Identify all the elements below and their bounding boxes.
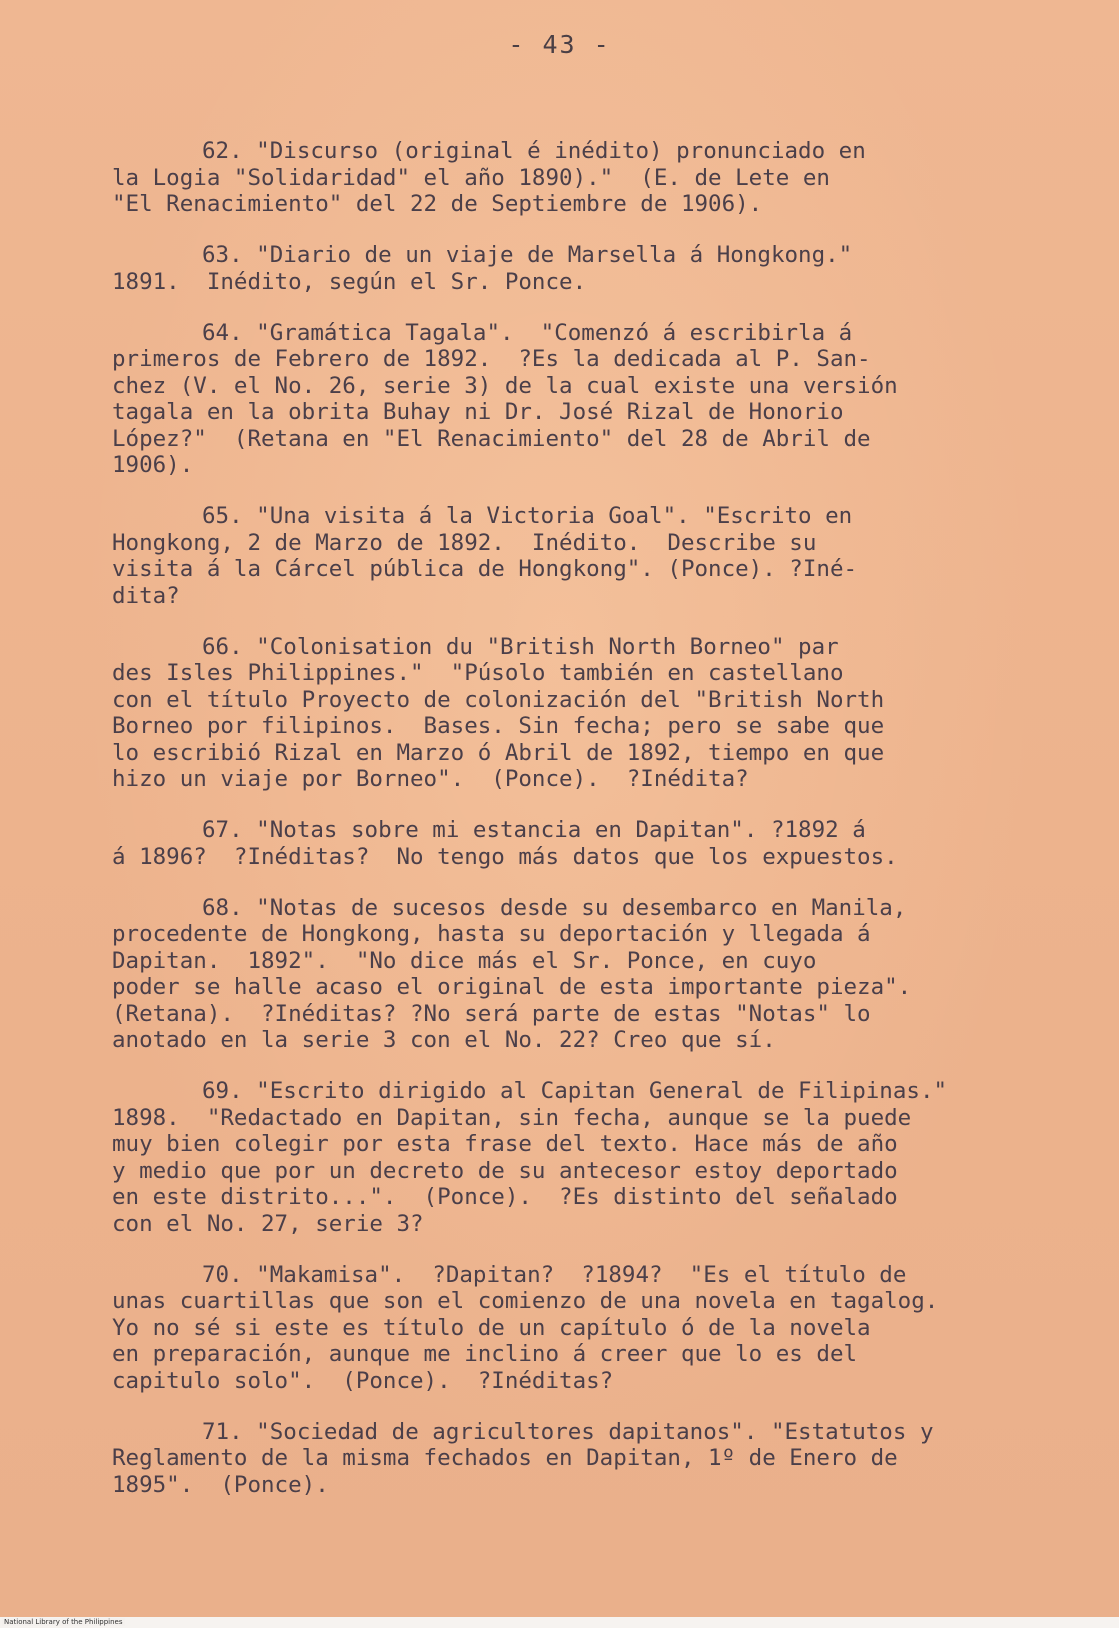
entry-line: tagala en la obrita Buhay ni Dr. José Rizal de Honorio bbox=[112, 399, 844, 425]
entry-line: des Isles Philippines." "Púsolo también en castellano bbox=[112, 660, 844, 686]
entry-line: dita? bbox=[112, 582, 180, 609]
entry-line: hizo un viaje por Borneo". (Ponce). ?Inédita? bbox=[112, 766, 749, 792]
entry-line: Hongkong, 2 de Marzo de 1892. Inédito. Describe su bbox=[112, 529, 817, 556]
entry-line: anotado en la serie 3 con el No. 22? Creo que sí. bbox=[112, 1027, 776, 1053]
entry-70 bbox=[112, 1262, 1052, 1395]
entry-line: en este distrito...". (Ponce). ?Es distinto del señalado bbox=[112, 1184, 898, 1210]
entry-line: 66. "Colonisation du "British North Borneo" par bbox=[202, 633, 839, 660]
entry-63 bbox=[112, 242, 1052, 295]
entry-line: unas cuartillas que son el comienzo de una novela en tagalog. bbox=[112, 1288, 939, 1314]
entry-line: Borneo por filipinos. Bases. Sin fecha; pero se sabe que bbox=[112, 713, 885, 739]
entry-65 bbox=[112, 503, 1052, 609]
entry-64 bbox=[112, 320, 1052, 479]
entry-line: en preparación, aunque me inclino á creer que lo es del bbox=[112, 1341, 858, 1367]
footer-strip bbox=[0, 1617, 1119, 1628]
entry-line: 62. "Discurso (original é inédito) pronunciado en bbox=[202, 138, 866, 164]
entry-line: capitulo solo". (Ponce). ?Inéditas? bbox=[112, 1367, 614, 1394]
entry-line: y medio que por un decreto de su antecesor estoy deportado bbox=[112, 1157, 898, 1184]
entry-line: con el título Proyecto de colonización del "British North bbox=[112, 686, 885, 713]
entry-67 bbox=[112, 817, 1052, 870]
entry-line: lo escribió Rizal en Marzo ó Abril de 1892, tiempo en que bbox=[112, 739, 885, 766]
entry-66 bbox=[112, 634, 1052, 793]
entry-line: Yo no sé si este es título de un capítulo ó de la novela bbox=[112, 1314, 871, 1341]
footer-credit: National Library of the Philippines bbox=[4, 1618, 123, 1626]
entry-62 bbox=[112, 138, 1052, 218]
entry-68 bbox=[112, 895, 1052, 1054]
entry-line: 1898. "Redactado en Dapitan, sin fecha, aunque se la puede bbox=[112, 1104, 912, 1131]
entry-line: procedente de Hongkong, hasta su deportación y llegada á bbox=[112, 921, 871, 947]
entry-line: 63. "Diario de un viaje de Marsella á Hongkong." bbox=[202, 242, 853, 268]
entry-line: 69. "Escrito dirigido al Capitan General de Filipinas." bbox=[202, 1078, 948, 1104]
entry-line: Reglamento de la misma fechados en Dapitan, 1º de Enero de bbox=[112, 1445, 898, 1471]
entry-line: 67. "Notas sobre mi estancia en Dapitan". ?1892 á bbox=[202, 817, 866, 843]
entry-line: chez (V. el No. 26, serie 3) de la cual existe una versión bbox=[112, 372, 898, 399]
entry-line: á 1896? ?Inéditas? No tengo más datos que los expuestos. bbox=[112, 843, 898, 870]
entry-line: López?" (Retana en "El Renacimiento" del 28 de Abril de bbox=[112, 425, 871, 452]
entry-line: 64. "Gramática Tagala". "Comenzó á escribirla á bbox=[202, 319, 853, 346]
entry-line: con el No. 27, serie 3? bbox=[112, 1210, 424, 1237]
entry-line: 1891. Inédito, según el Sr. Ponce. bbox=[112, 268, 587, 295]
entry-line: 70. "Makamisa". ?Dapitan? ?1894? "Es el título de bbox=[202, 1261, 907, 1288]
entry-line: 71. "Sociedad de agricultores dapitanos". "Estatutos y bbox=[202, 1418, 934, 1445]
entry-line: primeros de Febrero de 1892. ?Es la dedicada al P. San- bbox=[112, 346, 871, 372]
entry-line: 65. "Una visita á la Victoria Goal". "Escrito en bbox=[202, 503, 853, 529]
entry-line: 68. "Notas de sucesos desde su desembarco en Manila, bbox=[202, 894, 907, 921]
entry-line: poder se halle acaso el original de esta importante pieza". bbox=[112, 974, 912, 1000]
entry-line: Dapitan. 1892". "No dice más el Sr. Ponce, en cuyo bbox=[112, 947, 817, 974]
entry-line: (Retana). ?Inéditas? ?No será parte de estas "Notas" lo bbox=[112, 1000, 871, 1027]
entry-line: visita á la Cárcel pública de Hongkong". (Ponce). ?Iné- bbox=[112, 556, 858, 582]
page-number: - 43 - bbox=[508, 30, 611, 59]
entry-71 bbox=[112, 1419, 1052, 1499]
entries-list bbox=[112, 138, 1052, 1523]
entry-line: 1906). bbox=[112, 452, 194, 478]
entry-line: muy bien colegir por esta frase del texto. Hace más de año bbox=[112, 1131, 898, 1157]
entry-line: 1895". (Ponce). bbox=[112, 1471, 329, 1498]
entry-line: la Logia "Solidaridad" el año 1890)." (E. de Lete en bbox=[112, 164, 830, 191]
entry-69 bbox=[112, 1078, 1052, 1237]
entry-line: "El Renacimiento" del 22 de Septiembre de 1906). bbox=[112, 191, 763, 217]
